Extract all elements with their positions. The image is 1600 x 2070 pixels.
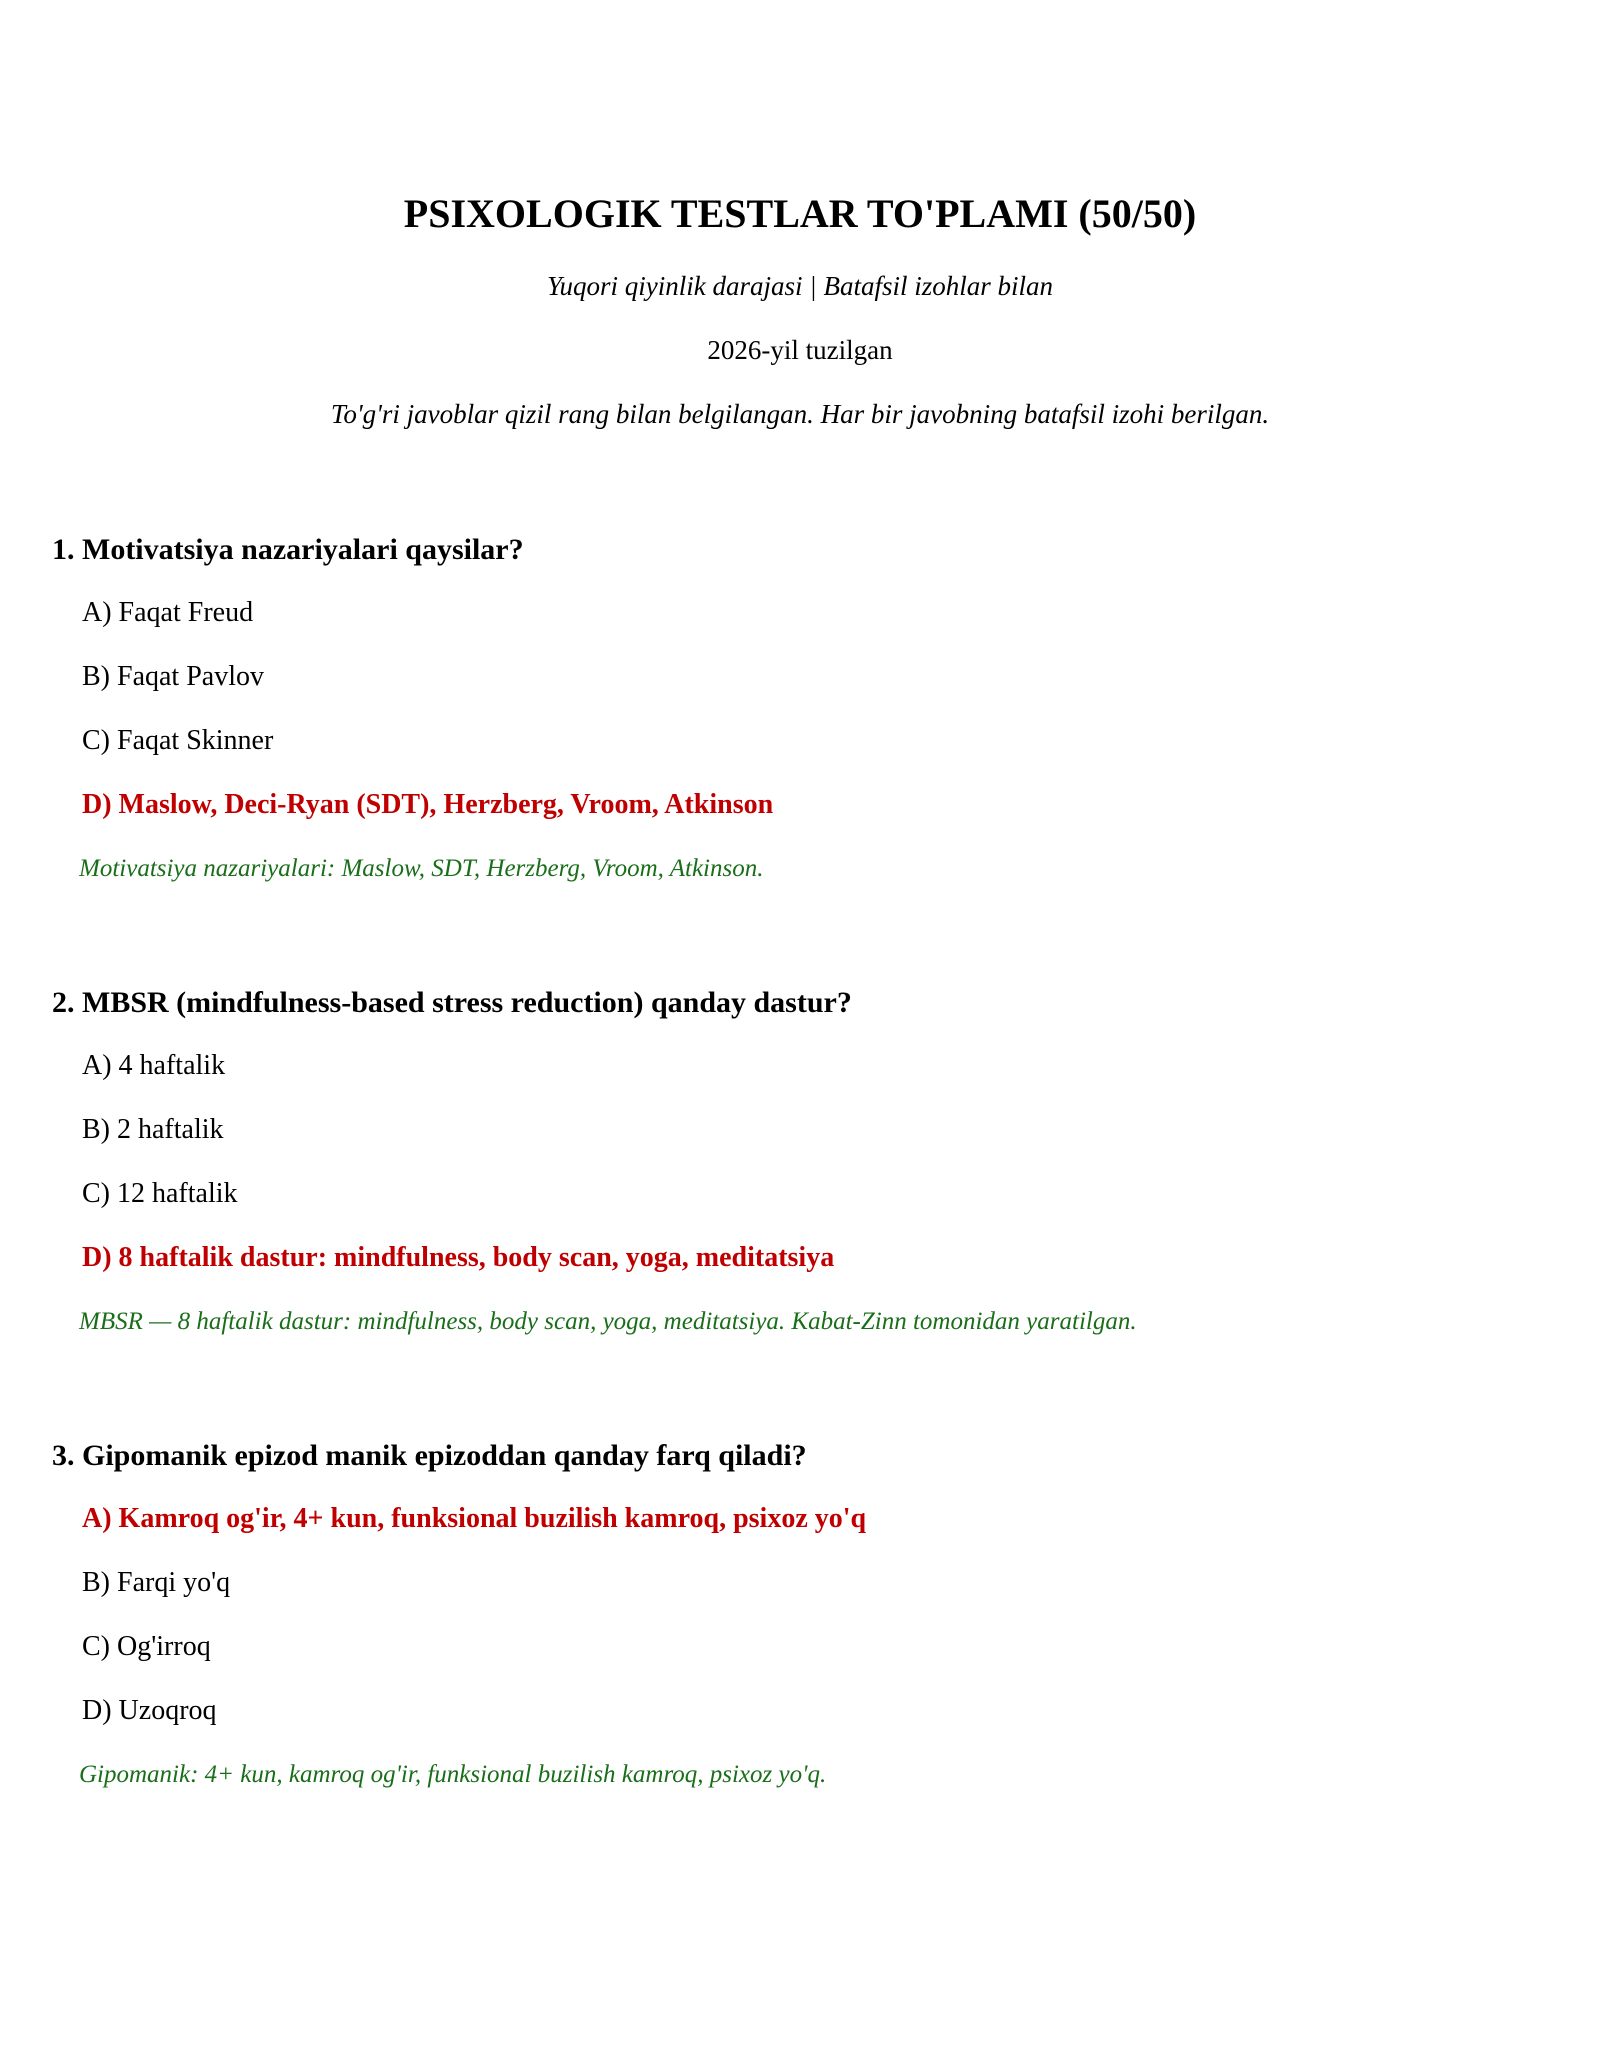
correct-answer-option: D) 8 haftalik dastur: mindfulness, body scan, yoga, meditatsiya <box>82 1242 835 1273</box>
document-note: To'g'ri javoblar qizil rang bilan belgilangan. Har bir javobning batafsil izohi berilgan. <box>330 399 1270 429</box>
question-3 <box>52 1436 1552 1792</box>
question-option: C) 12 haftalik <box>82 1178 238 1209</box>
question-option: C) Og'irroq <box>82 1631 211 1662</box>
question-option: B) Farqi yo'q <box>82 1567 231 1598</box>
question-option: B) 2 haftalik <box>82 1114 224 1145</box>
question-explanation: MBSR — 8 haftalik dastur: mindfulness, body scan, yoga, meditatsiya. Kabat-Zinn tomonidan yaratilgan. <box>79 1308 1137 1335</box>
question-explanation: Motivatsiya nazariyalari: Maslow, SDT, Herzberg, Vroom, Atkinson. <box>79 855 764 882</box>
document-subtitle: Yuqori qiyinlik darajasi | Batafsil izohlar bilan <box>547 271 1053 301</box>
question-text: 1. Motivatsiya nazariyalari qaysilar? <box>52 533 524 566</box>
question-option: B) Faqat Pavlov <box>82 661 264 692</box>
question-text: 2. MBSR (mindfulness-based stress reduction) qanday dastur? <box>52 986 852 1019</box>
question-option: D) Uzoqroq <box>82 1695 217 1726</box>
question-option: A) Faqat Freud <box>82 597 254 628</box>
question-2 <box>52 983 1552 1339</box>
question-explanation: Gipomanik: 4+ kun, kamroq og'ir, funksional buzilish kamroq, psixoz yo'q. <box>79 1761 827 1788</box>
correct-answer-option: D) Maslow, Deci-Ryan (SDT), Herzberg, Vroom, Atkinson <box>82 789 774 820</box>
question-option: A) 4 haftalik <box>82 1050 226 1081</box>
question-option: C) Faqat Skinner <box>82 725 274 756</box>
question-1 <box>52 530 1552 886</box>
correct-answer-option: A) Kamroq og'ir, 4+ kun, funksional buzilish kamroq, psixoz yo'q <box>82 1503 867 1534</box>
document-title: PSIXOLOGIK TESTLAR TO'PLAMI (50/50) <box>403 191 1197 236</box>
question-text: 3. Gipomanik epizod manik epizoddan qanday farq qiladi? <box>52 1439 807 1472</box>
document-date: 2026-yil tuzilgan <box>707 335 893 365</box>
